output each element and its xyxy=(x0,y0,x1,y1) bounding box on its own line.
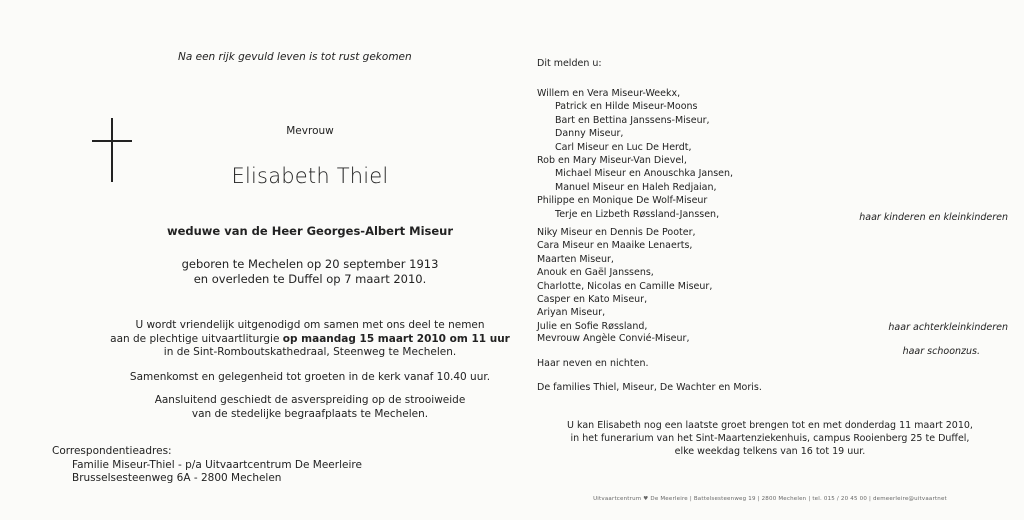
salutation: Mevrouw xyxy=(286,125,334,137)
invite-line-1: U wordt vriendelijk uitgenodigd om samen met ons deel te nemen xyxy=(135,319,485,331)
intro-line: Dit melden u: xyxy=(537,58,602,69)
died-line: en overleden te Duffel op 7 maart 2010. xyxy=(193,272,427,286)
correspondence-title: Correspondentieadres: xyxy=(52,445,172,457)
widow-line: weduwe van de Heer Georges-Albert Miseur xyxy=(166,224,454,238)
label-great-grandchildren: haar achterkleinkinderen xyxy=(888,322,1008,333)
invite-line-2-pre: aan de plechtige uitvaartliturgie xyxy=(110,332,283,345)
list-item: Casper en Kato Miseur, xyxy=(537,294,648,306)
ashes-line-1: Aansluitend geschiedt de asverspreiding op de strooiweide xyxy=(154,394,466,406)
families-line: De families Thiel, Miseur, De Wachter en Moris. xyxy=(537,382,762,393)
born-line: geboren te Mechelen op 20 september 1913 xyxy=(181,257,439,271)
nephews-line: Haar neven en nichten. xyxy=(537,358,649,369)
label-children: haar kinderen en kleinkinderen xyxy=(859,212,1008,223)
undertaker-footer: Uitvaartcentrum ♥ De Meerleire | Battelsesteenweg 19 | 2800 Mechelen | tel. 015 / 20 45 00 | demeerleire@uitvaartnet xyxy=(593,496,947,502)
ashes-block xyxy=(100,394,520,421)
invite-line-3: in de Sint-Romboutskathedraal, Steenweg te Mechelen. xyxy=(163,346,457,358)
farewell-block xyxy=(540,419,1000,458)
list-item: Manuel Miseur en Haleh Redjaian, xyxy=(555,181,717,193)
correspondence-address xyxy=(52,445,362,486)
motto: Na een rijk gevuld leven is tot rust gekomen xyxy=(178,51,412,63)
list-item: Niky Miseur en Dennis De Pooter, xyxy=(537,227,696,238)
list-item: Maarten Miseur, xyxy=(537,253,614,265)
great-grandchildren-list xyxy=(537,226,1007,333)
children-list xyxy=(537,87,1007,221)
list-item: Cara Miseur en Maaike Lenaerts, xyxy=(537,240,693,252)
list-item: Julie en Sofie Røssland, xyxy=(537,320,648,332)
invitation xyxy=(100,319,520,360)
sister-in-law: Mevrouw Angèle Convié-Miseur, xyxy=(537,333,690,344)
list-item: Ariyan Miseur, xyxy=(537,307,606,319)
list-item: Willem en Vera Miseur-Weekx, xyxy=(537,88,681,99)
list-item: Anouk en Gaël Janssens, xyxy=(537,267,654,279)
list-item: Michael Miseur en Anouschka Jansen, xyxy=(555,168,734,180)
funeral-date: op maandag 15 maart 2010 om 11 uur xyxy=(282,332,510,345)
farewell-line-1: U kan Elisabeth nog een laatste groet brengen tot en met donderdag 11 maart 2010, xyxy=(567,420,973,431)
list-item: Carl Miseur en Luc De Herdt, xyxy=(555,141,692,153)
farewell-line-2: in het funerarium van het Sint-Maartenziekenhuis, campus Rooienberg 25 te Duffel, xyxy=(570,433,970,444)
list-item: Philippe en Monique De Wolf-Miseur xyxy=(537,195,708,207)
list-item: Patrick en Hilde Miseur-Moons xyxy=(555,101,698,113)
ashes-line-2: van de stedelijke begraafplaats te Mechelen. xyxy=(191,407,429,420)
invite-line-2 xyxy=(100,333,520,347)
label-sister-in-law: haar schoonzus. xyxy=(902,346,980,357)
list-item: Danny Miseur, xyxy=(555,128,624,140)
list-item: Terje en Lizbeth Røssland-Janssen, xyxy=(555,208,720,220)
cross-icon-bar xyxy=(92,140,132,142)
correspondence-line-2: Brusselsesteenweg 6A - 2800 Mechelen xyxy=(72,472,282,484)
list-item: Charlotte, Nicolas en Camille Miseur, xyxy=(537,280,713,292)
deceased-name: Elisabeth Thiel xyxy=(231,164,389,188)
list-item: Rob en Mary Miseur-Van Dievel, xyxy=(537,155,687,167)
life-dates xyxy=(100,257,520,287)
correspondence-line-1: Familie Miseur-Thiel - p/a Uitvaartcentrum De Meerleire xyxy=(72,458,362,471)
list-item: Bart en Bettina Janssens-Miseur, xyxy=(555,114,710,126)
gathering-line: Samenkomst en gelegenheid tot groeten in de kerk vanaf 10.40 uur. xyxy=(129,371,491,383)
farewell-line-3: elke weekdag telkens van 16 tot 19 uur. xyxy=(674,446,866,457)
